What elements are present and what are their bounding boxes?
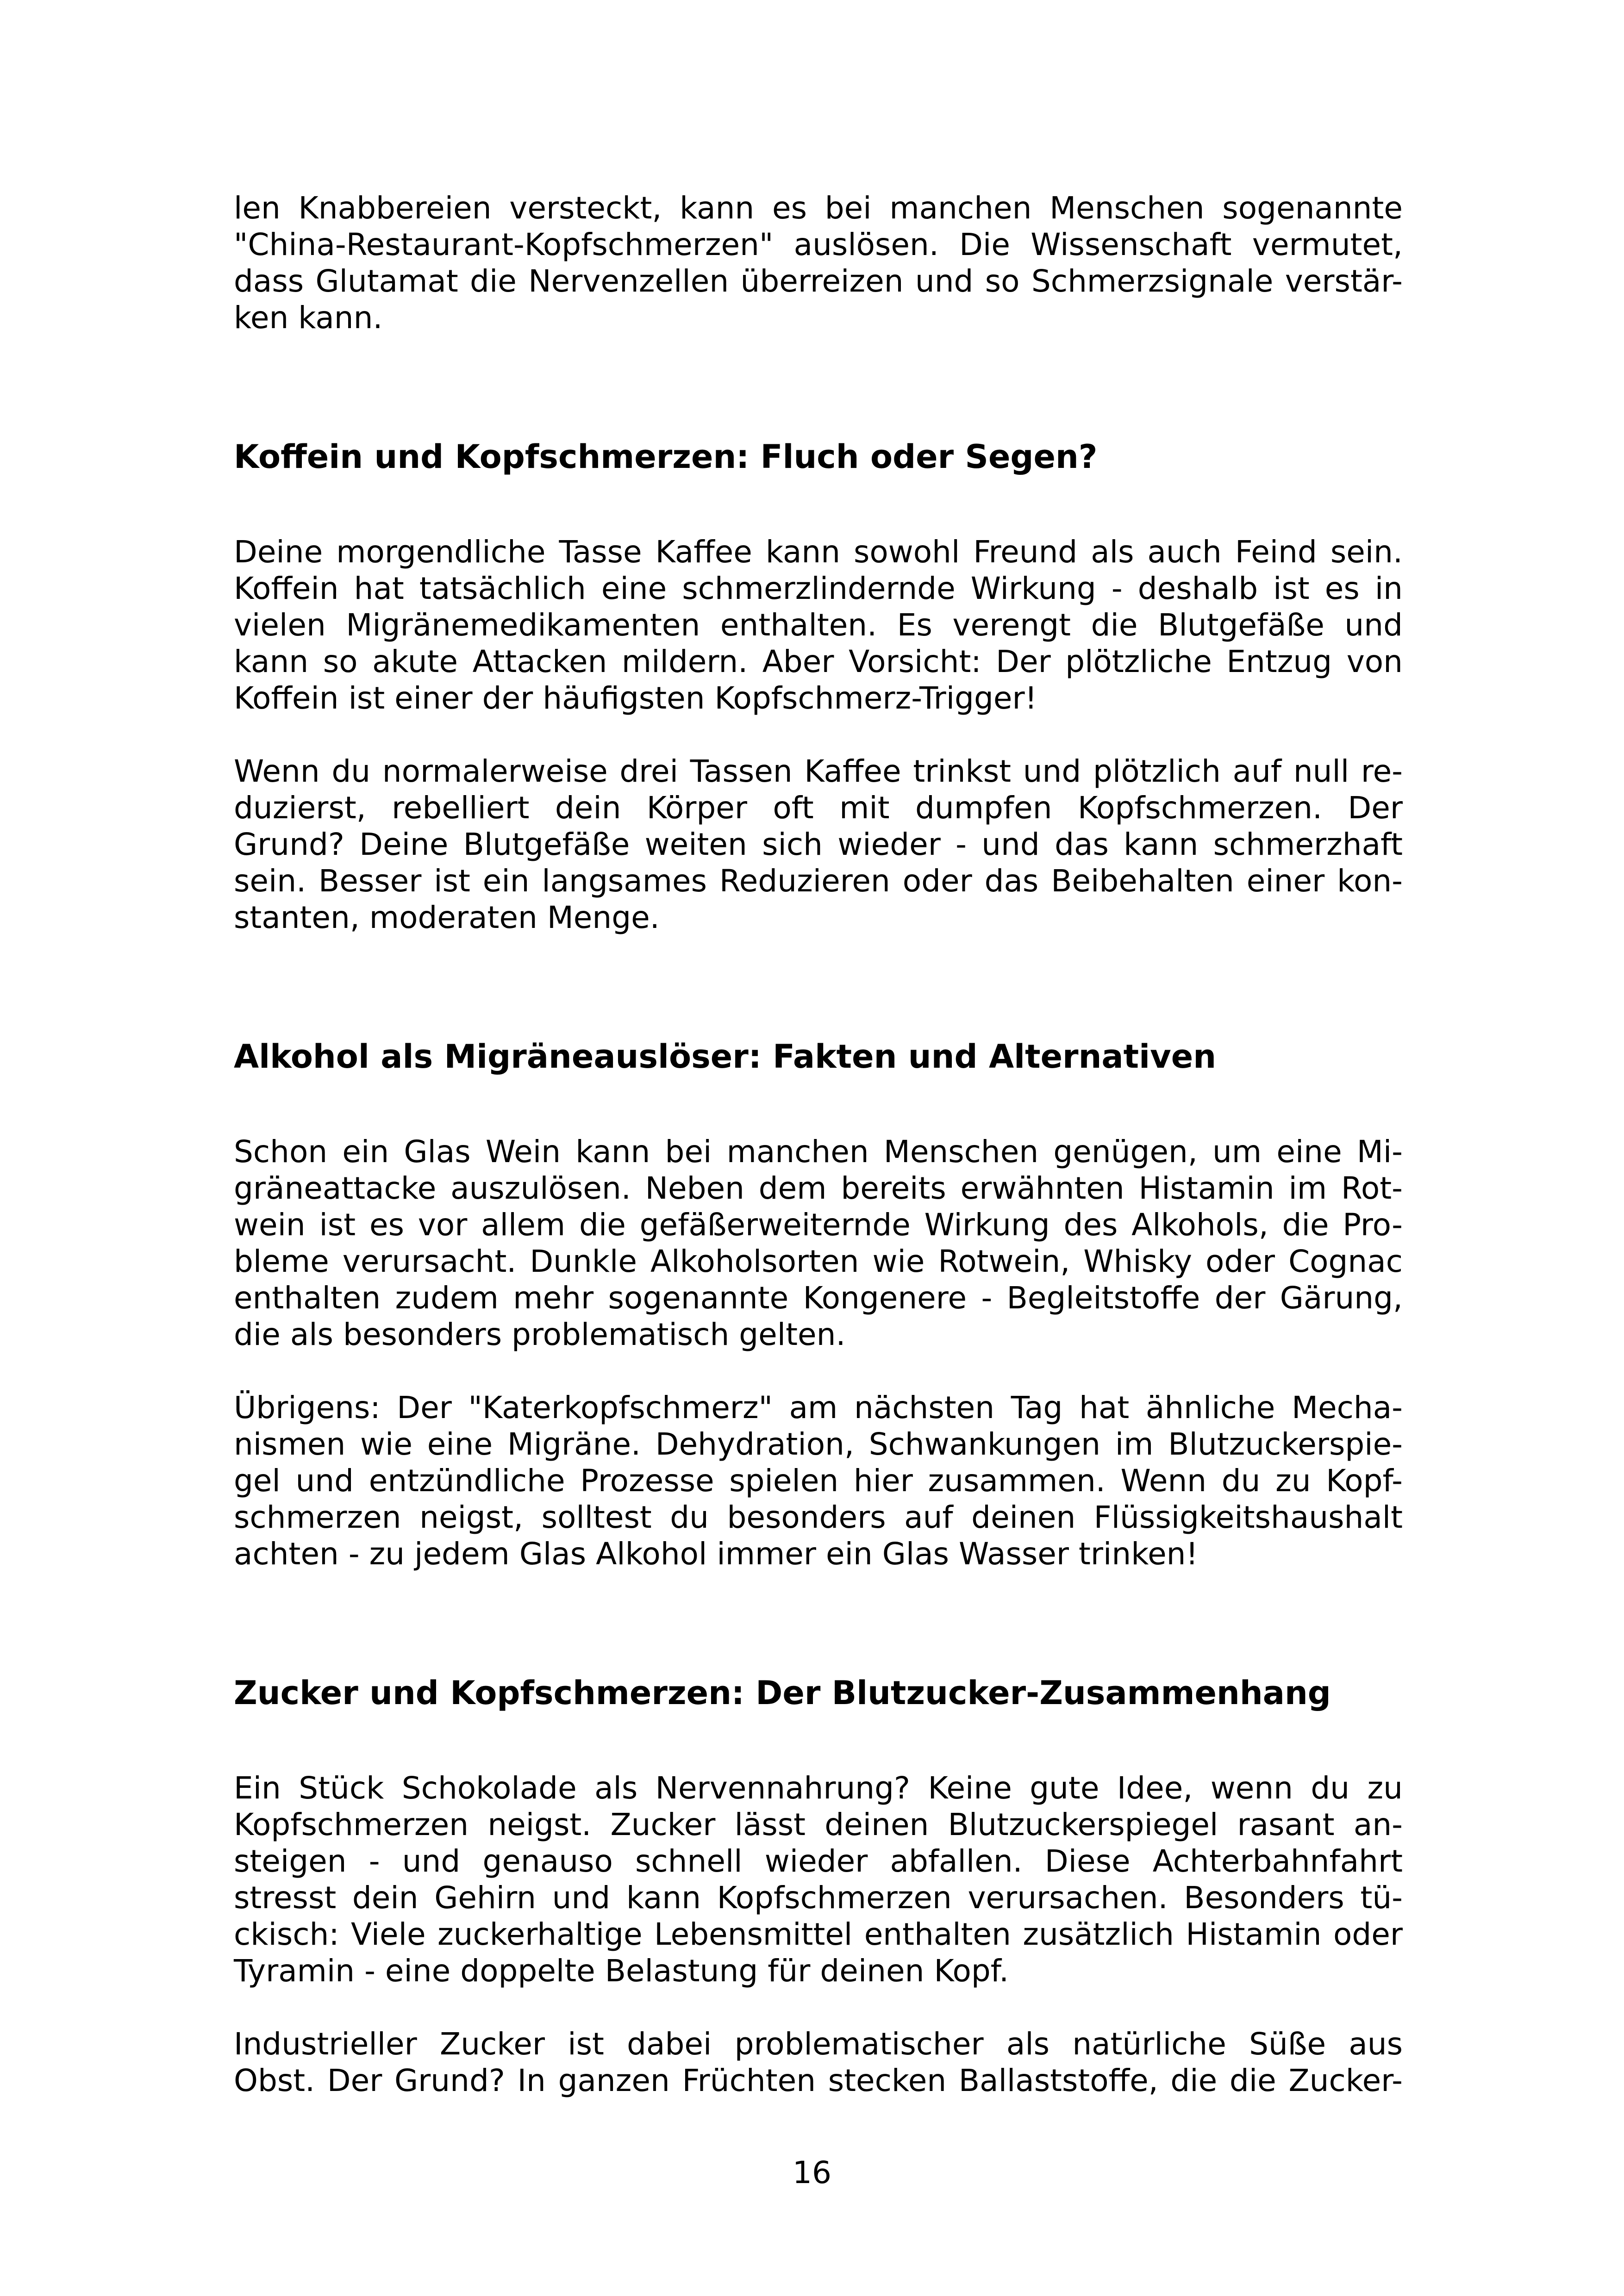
paragraph-line: stresst dein Gehirn und kann Kopfschmerzen verursachen. Besonders tü-: [234, 1880, 1403, 1916]
paragraph-hangover: [234, 1389, 1403, 1572]
paragraph-line: Schon ein Glas Wein kann bei manchen Menschen genügen, um eine Mi-: [234, 1134, 1403, 1170]
page-body: [234, 190, 1403, 2099]
paragraph-line: enthalten zudem mehr sogenannte Kongenere - Begleitstoffe der Gärung,: [234, 1280, 1403, 1316]
paragraph-line: len Knabbereien versteckt, kann es bei manchen Menschen sogenannte: [234, 190, 1403, 226]
paragraph-line: Kopfschmerzen neigst. Zucker lässt deinen Blutzuckerspiegel rasant an-: [234, 1807, 1403, 1842]
paragraph-line: kann so akute Attacken mildern. Aber Vorsicht: Der plötzliche Entzug von: [234, 644, 1403, 679]
paragraph-line: dass Glutamat die Nervenzellen überreizen und so Schmerzsignale verstär-: [234, 263, 1403, 299]
paragraph-line: die als besonders problematisch gelten.: [234, 1317, 846, 1352]
paragraph-line: schmerzen neigst, solltest du besonders auf deinen Flüssigkeitshaushalt: [234, 1500, 1403, 1535]
paragraph-line: ken kann.: [234, 300, 383, 336]
paragraph-sugar-intro: [234, 1770, 1403, 1989]
paragraph-line: stanten, moderaten Menge.: [234, 900, 660, 935]
paragraph-caffeine-intro: [234, 534, 1403, 716]
paragraph-line: wein ist es vor allem die gefäßerweiternde Wirkung des Alkohols, die Pro-: [234, 1207, 1403, 1243]
paragraph-line: Übrigens: Der "Katerkopfschmerz" am nächsten Tag hat ähnliche Mecha-: [234, 1390, 1403, 1425]
section-heading-sugar: Zucker und Kopfschmerzen: Der Blutzucker-Zusammenhang: [234, 1674, 1331, 1712]
paragraph-line: Ein Stück Schokolade als Nervennahrung? Keine gute Idee, wenn du zu: [234, 1770, 1403, 1806]
paragraph-line: bleme verursacht. Dunkle Alkoholsorten wie Rotwein, Whisky oder Cognac: [234, 1244, 1403, 1279]
paragraph-line: Grund? Deine Blutgefäße weiten sich wieder - und das kann schmerzhaft: [234, 827, 1403, 862]
paragraph-line: ckisch: Viele zuckerhaltige Lebensmittel enthalten zusätzlich Histamin oder: [234, 1916, 1403, 1952]
section-heading-alcohol: Alkohol als Migräneauslöser: Fakten und Alternativen: [234, 1038, 1217, 1076]
paragraph-line: gel und entzündliche Prozesse spielen hier zusammen. Wenn du zu Kopf-: [234, 1463, 1403, 1499]
paragraph-line: nismen wie eine Migräne. Dehydration, Schwankungen im Blutzuckerspie-: [234, 1426, 1403, 1462]
paragraph-line: "China-Restaurant-Kopfschmerzen" auslösen. Die Wissenschaft vermutet,: [234, 227, 1403, 262]
paragraph-msg-glutamate: [234, 190, 1403, 336]
section-heading-caffeine: Koffein und Kopfschmerzen: Fluch oder Segen?: [234, 438, 1098, 476]
paragraph-line: vielen Migränemedikamenten enthalten. Es verengt die Blutgefäße und: [234, 607, 1403, 643]
paragraph-line: Tyramin - eine doppelte Belastung für deinen Kopf.: [234, 1953, 1009, 1989]
paragraph-line: duzierst, rebelliert dein Körper oft mit dumpfen Kopfschmerzen. Der: [234, 790, 1403, 826]
paragraph-line: Koffein hat tatsächlich eine schmerzlindernde Wirkung - deshalb ist es in: [234, 571, 1403, 606]
paragraph-line: Wenn du normalerweise drei Tassen Kaffee trinkst und plötzlich auf null re-: [234, 753, 1403, 789]
paragraph-line: achten - zu jedem Glas Alkohol immer ein Glas Wasser trinken!: [234, 1536, 1198, 1572]
paragraph-industrial-sugar: [234, 2026, 1403, 2099]
paragraph-line: Deine morgendliche Tasse Kaffee kann sowohl Freund als auch Feind sein.: [234, 534, 1403, 570]
paragraph-line: Obst. Der Grund? In ganzen Früchten stecken Ballaststoffe, die die Zucker-: [234, 2063, 1403, 2098]
paragraph-line: Industrieller Zucker ist dabei problematischer als natürliche Süße aus: [234, 2026, 1403, 2062]
paragraph-line: Koffein ist einer der häufigsten Kopfschmerz-Trigger!: [234, 680, 1037, 716]
paragraph-line: sein. Besser ist ein langsames Reduzieren oder das Beibehalten einer kon-: [234, 863, 1403, 899]
paragraph-caffeine-withdrawal: [234, 753, 1403, 936]
paragraph-alcohol-intro: [234, 1133, 1403, 1353]
paragraph-line: steigen - und genauso schnell wieder abfallen. Diese Achterbahnfahrt: [234, 1843, 1403, 1879]
paragraph-line: gräneattacke auszulösen. Neben dem bereits erwähnten Histamin im Rot-: [234, 1170, 1403, 1206]
page-number: 16: [793, 2155, 831, 2190]
